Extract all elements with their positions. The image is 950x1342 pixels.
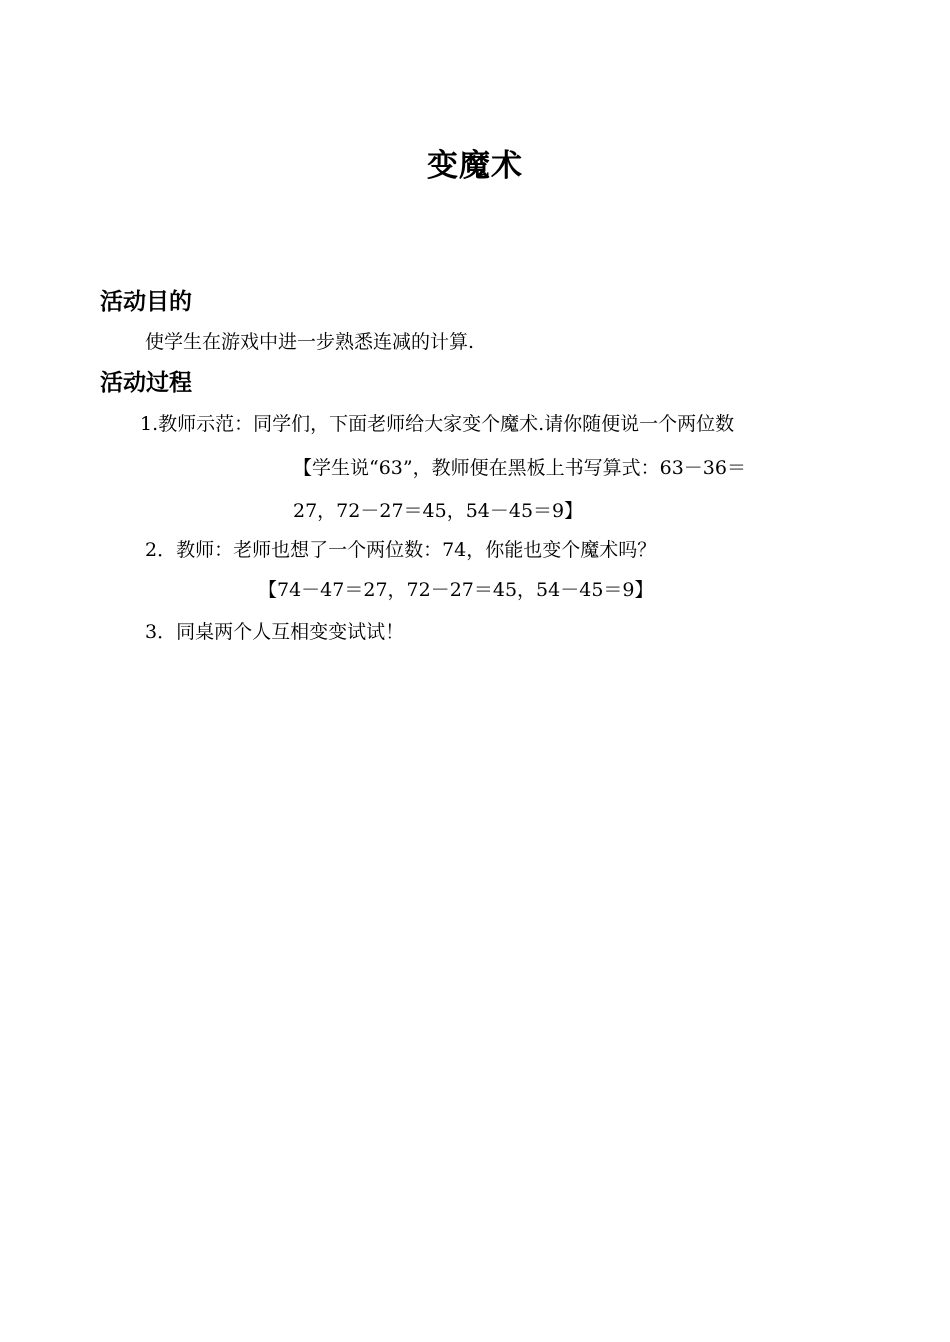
step-1-answer-line-2: 27，72－27＝45，54－45＝9】 [293,500,584,522]
step-1-text: 1.教师示范：同学们，下面老师给大家变个魔术.请你随便说一个两位数 [140,413,735,435]
step-2-text: 2．教师：老师也想了一个两位数：74，你能也变个魔术吗？ [145,539,657,561]
section-heading-process: 活动过程 [100,370,192,396]
step-2-answer: 【74－47＝27，72－27＝45，54－45＝9】 [258,579,654,601]
purpose-text: 使学生在游戏中进一步熟悉连减的计算. [145,331,475,353]
step-1-answer-line-1: 【学生说“63”，教师便在黑板上书写算式：63－36＝ [293,457,746,479]
step-3-text: 3．同桌两个人互相变变试试！ [145,621,405,643]
section-heading-purpose: 活动目的 [100,289,192,315]
document-title: 变魔术 [427,148,523,184]
